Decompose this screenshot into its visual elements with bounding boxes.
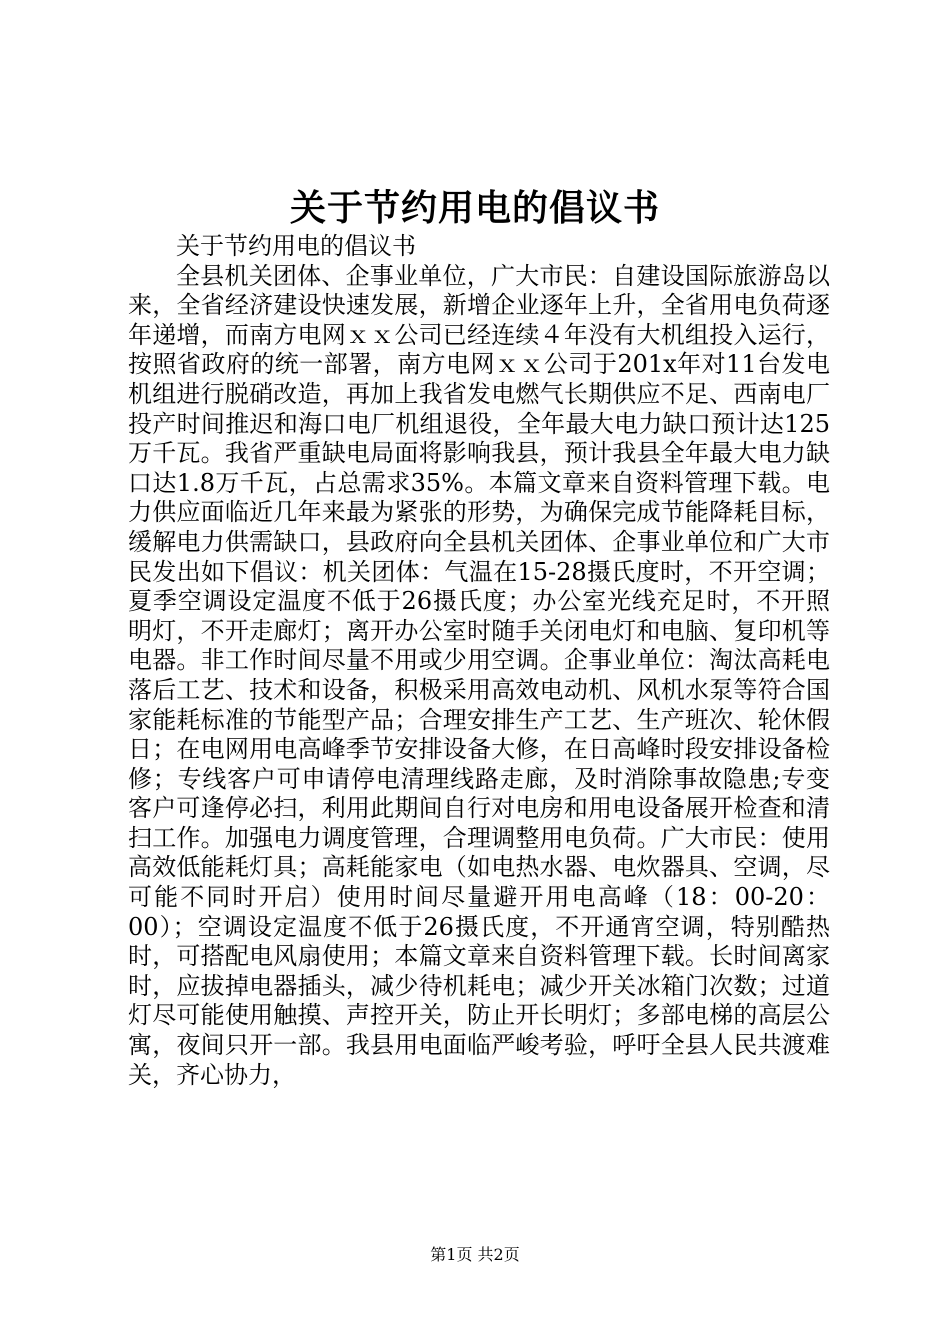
document-subtitle: 关于节约用电的倡议书: [176, 232, 416, 260]
page-number-indicator: 第1页 共2页: [430, 1245, 520, 1264]
body-paragraph: 全县机关团体、企事业单位，广大市民：自建设国际旅游岛以来，全省经济建设快速发展，新增企业逐年上升，全省用电负荷逐年递增，而南方电网ｘｘ公司已经连续４年没有大机组投入运行，按照省政府的统一部署，南方电网ｘｘ公司于201x年对11台发电机组进行脱硝改造，再加上我省发电燃气长期供应不足、西南电厂投产时间推迟和海口电厂机组退役，全年最大电力缺口预计达125万千瓦。我省严重缺电局面将影响我县，预计我县全年最大电力缺口达1.8万千瓦，占总需求35%。本篇文章来自资料管理下载。电力供应面临近几年来最为紧张的形势，为确保完成节能降耗目标，缓解电力供需缺口，县政府向全县机关团体、企事业单位和广大市民发出如下倡议：机关团体：气温在15-28摄氏度时，不开空调；夏季空调设定温度不低于26摄氏度；办公室光线充足时，不开照明灯，不开走廊灯；离开办公室时随手关闭电灯和电脑、复印机等电器。非工作时间尽量不用或少用空调。企事业单位：淘汰高耗电落后工艺、技术和设备，积极采用高效电动机、风机水泵等符合国家能耗标准的节能型产品；合理安排生产工艺、生产班次、轮休假日；在电网用电高峰季节安排设备大修，在日高峰时段安排设备检修；专线客户可申请停电清理线路走廊，及时消除事故隐患;专变客户可逢停必扫，利用此期间自行对电房和用电设备展开检查和清扫工作。加强电力调度管理，合理调整用电负荷。广大市民：使用高效低能耗灯具；高耗能家电（如电热水器、电炊器具、空调，尽可能不同时开启）使用时间尽量避开用电高峰（18：00-20：00）；空调设定温度不低于26摄氏度，不开通宵空调，特别酷热时，可搭配电风扇使用；本篇文章来自资料管理下载。长时间离家时，应拔掉电器插头，减少待机耗电；减少开关冰箱门次数；过道灯尽可能使用触摸、声控开关，防止开长明灯；多部电梯的高层公寓，夜间只开一部。我县用电面临严峻考验，呼吁全县人民共渡难关，齐心协力，: [128, 261, 830, 1089]
document-body: [128, 232, 830, 1090]
document-title: 关于节约用电的倡议书: [289, 187, 660, 229]
